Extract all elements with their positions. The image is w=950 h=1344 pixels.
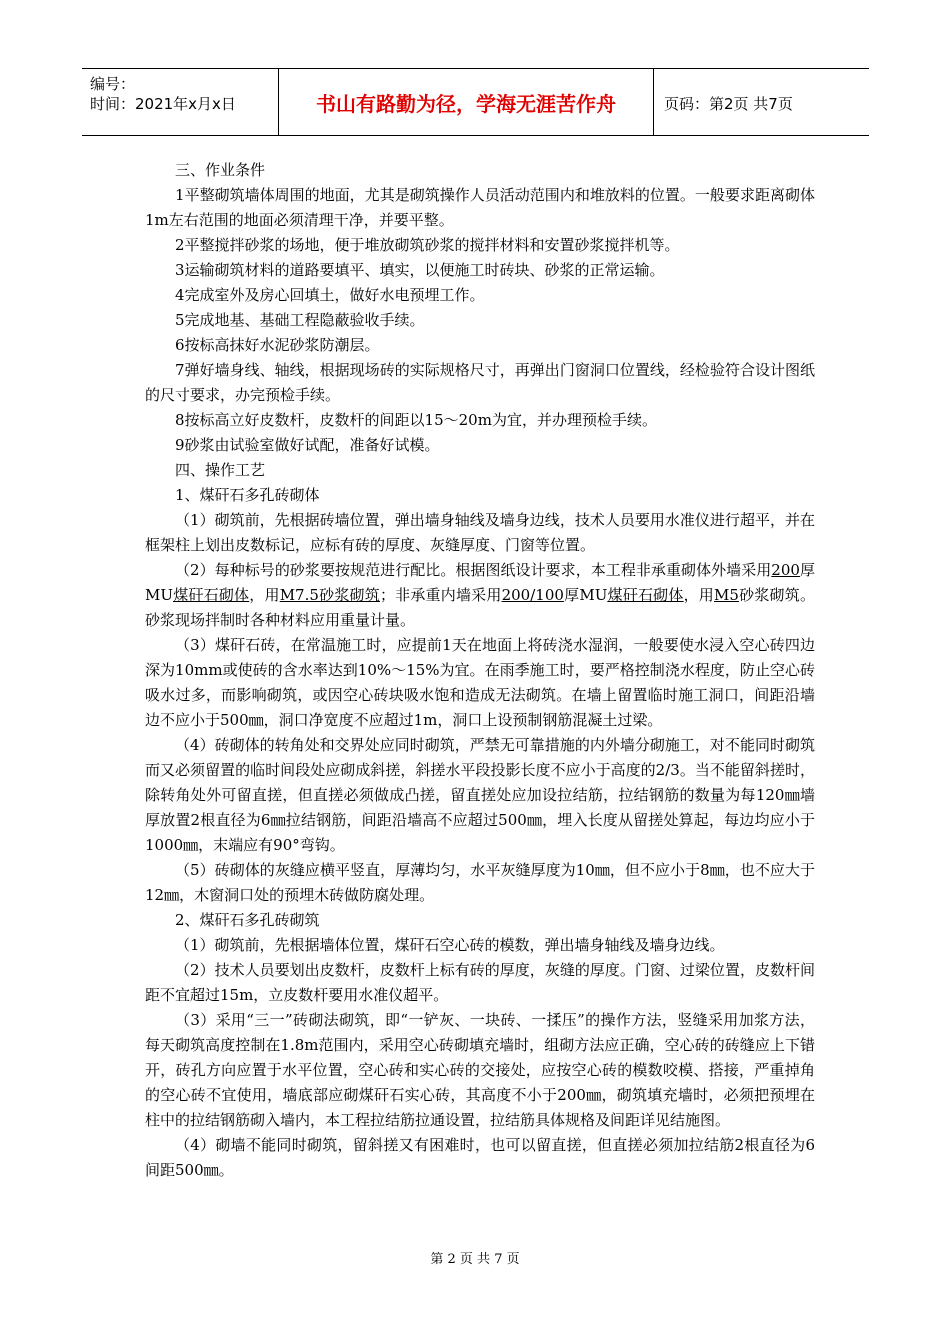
- paragraph: 2平整搅拌砂浆的场地，便于堆放砌筑砂浆的搅拌材料和安置砂浆搅拌机等。: [175, 236, 680, 254]
- text-run: ，用: [249, 586, 280, 604]
- document-header: [82, 68, 869, 136]
- paragraph-with-underlines: [145, 558, 815, 633]
- paragraph: 1平整砌筑墙体周围的地面，尤其是砌筑操作人员活动范围内和堆放料的位置。一般要求距离砌体1m左右范围的地面必须清理干净，并要平整。: [145, 186, 815, 229]
- document-number-label: 编号：: [90, 75, 136, 93]
- paragraph: （5）砖砌体的灰缝应横平竖直，厚薄均匀，水平灰缝厚度为10㎜，但不应小于8㎜，也不应大于12㎜，木窗洞口处的预埋木砖做防腐处理。: [145, 861, 815, 904]
- paragraph: 5完成地基、基础工程隐蔽验收手续。: [175, 311, 425, 329]
- header-meta-cell: [82, 69, 278, 135]
- underlined-text: 200/100: [501, 586, 564, 604]
- paragraph: （3）煤矸石砖，在常温施工时，应提前1天在地面上将砖浇水湿润，一般要使水浸入空心砖四边深为10mm或使砖的含水率达到10%～15%为宜。在雨季施工时，要严格控制浇水程度，防止空心砖吸水过多，而影响砌筑，或因空心砖块吸水饱和造成无法砌筑。在墙上留置临时施工洞口，间距沿墙边不应小于500㎜，洞口净宽度不应超过1m，洞口上设预制钢筋混凝土过梁。: [145, 636, 815, 729]
- header-motto: 书山有路勤为径，学海无涯苦作舟: [316, 91, 616, 116]
- underlined-text: M5: [714, 586, 739, 604]
- paragraph: （3）采用“三一”砖砌法砌筑，即“一铲灰、一块砖、一揉压”的操作方法，竖缝采用加浆方法，每天砌筑高度控制在1.8m范围内，采用空心砖砌填充墙时，组砌方法应正确，空心砖的砖缝应上下错开，砖孔方向应置于水平位置，空心砖和实心砖的交接处，应按空心砖的模数咬模、搭接，严重掉角的空心砖不宜使用，墙底部应砌煤矸石实心砖，其高度不小于200㎜，砌筑填充墙时，必须把预埋在柱中的拉结钢筋砌入墙内，本工程拉结筋拉通设置，拉结筋具体规格及间距详见结施图。: [145, 1011, 815, 1129]
- paragraph: 8按标高立好皮数杆，皮数杆的间距以15～20m为宜，并办理预检手续。: [175, 411, 657, 429]
- text-run: ；非承重内墙采用: [379, 586, 502, 604]
- paragraph: 3运输砌筑材料的道路要填平、填实，以便施工时砖块、砂浆的正常运输。: [175, 261, 665, 279]
- document-body: [145, 158, 815, 1183]
- underlined-text: M7.5砂浆砌筑: [279, 586, 380, 604]
- paragraph: （4）砖砌体的转角处和交界处应同时砌筑，严禁无可靠措施的内外墙分砌施工，对不能同时砌筑而又必须留置的临时间段处应砌成斜搓，斜搓水平段投影长度不应小于高度的2/3。当不能留斜搓时，除转角处外可留直搓，但直搓必须做成凸搓，留直搓处应加设拉结筋，拉结钢筋的数量为每120㎜墙厚放置2根直径为6㎜拉结钢筋，间距沿墙高不应超过500㎜，埋入长度从留搓处算起，每边均应小于1000㎜，末端应有90°弯钩。: [145, 736, 815, 854]
- underlined-text: 200: [771, 561, 800, 579]
- paragraph: （2）技术人员要划出皮数杆，皮数杆上标有砖的厚度，灰缝的厚度。门窗、过梁位置，皮数杆间距不宜超过15m，立皮数杆要用水准仪超平。: [145, 961, 815, 1004]
- paragraph: 6按标高抹好水泥砂浆防潮层。: [175, 336, 380, 354]
- underlined-text: 煤矸石砌体: [607, 586, 684, 604]
- subsection-heading: 1、煤矸石多孔砖砌体: [175, 486, 320, 504]
- subsection-heading: 2、煤矸石多孔砖砌筑: [175, 911, 320, 929]
- text-run: （2）每种标号的砂浆要按规范进行配比。根据图纸设计要求，本工程非承重砌体外墙采用: [175, 561, 772, 579]
- page-footer: 第 2 页 共 7 页: [430, 1252, 520, 1267]
- paragraph: 9砂浆由试验室做好试配，准备好试模。: [175, 436, 440, 454]
- section-heading: 四、操作工艺: [175, 461, 266, 479]
- paragraph: 4完成室外及房心回填土，做好水电预埋工作。: [175, 286, 485, 304]
- paragraph: （1）砌筑前，先根据墙体位置，煤矸石空心砖的模数，弹出墙身轴线及墙身边线。: [175, 936, 725, 954]
- header-page-info: 页码：第2页 共7页: [664, 95, 793, 113]
- document-date-label: 时间：2021年x月x日: [90, 95, 236, 113]
- text-run: ，用: [683, 586, 715, 604]
- text-run: 砂浆砌筑。砂浆现场拌制时各种材料应用重量计量。: [145, 586, 815, 629]
- section-heading: 三、作业条件: [175, 161, 266, 179]
- paragraph: （1）砌筑前，先根据砖墙位置，弹出墙身轴线及墙身边线，技术人员要用水准仪进行超平，并在框架柱上划出皮数标记，应标有砖的厚度、灰缝厚度、门窗等位置。: [145, 511, 815, 554]
- text-run: 厚MU: [145, 561, 815, 604]
- header-divider: [653, 69, 654, 135]
- paragraph: （4）砌墙不能同时砌筑，留斜搓又有困难时，也可以留直搓，但直搓必须加拉结筋2根直径为6间距500㎜。: [145, 1136, 815, 1179]
- paragraph: 7弹好墙身线、轴线，根据现场砖的实际规格尺寸，再弹出门窗洞口位置线，经检验符合设计图纸的尺寸要求，办完预检手续。: [145, 361, 815, 404]
- text-run: 厚MU: [563, 586, 608, 604]
- underlined-text: 煤矸石砌体: [173, 586, 250, 604]
